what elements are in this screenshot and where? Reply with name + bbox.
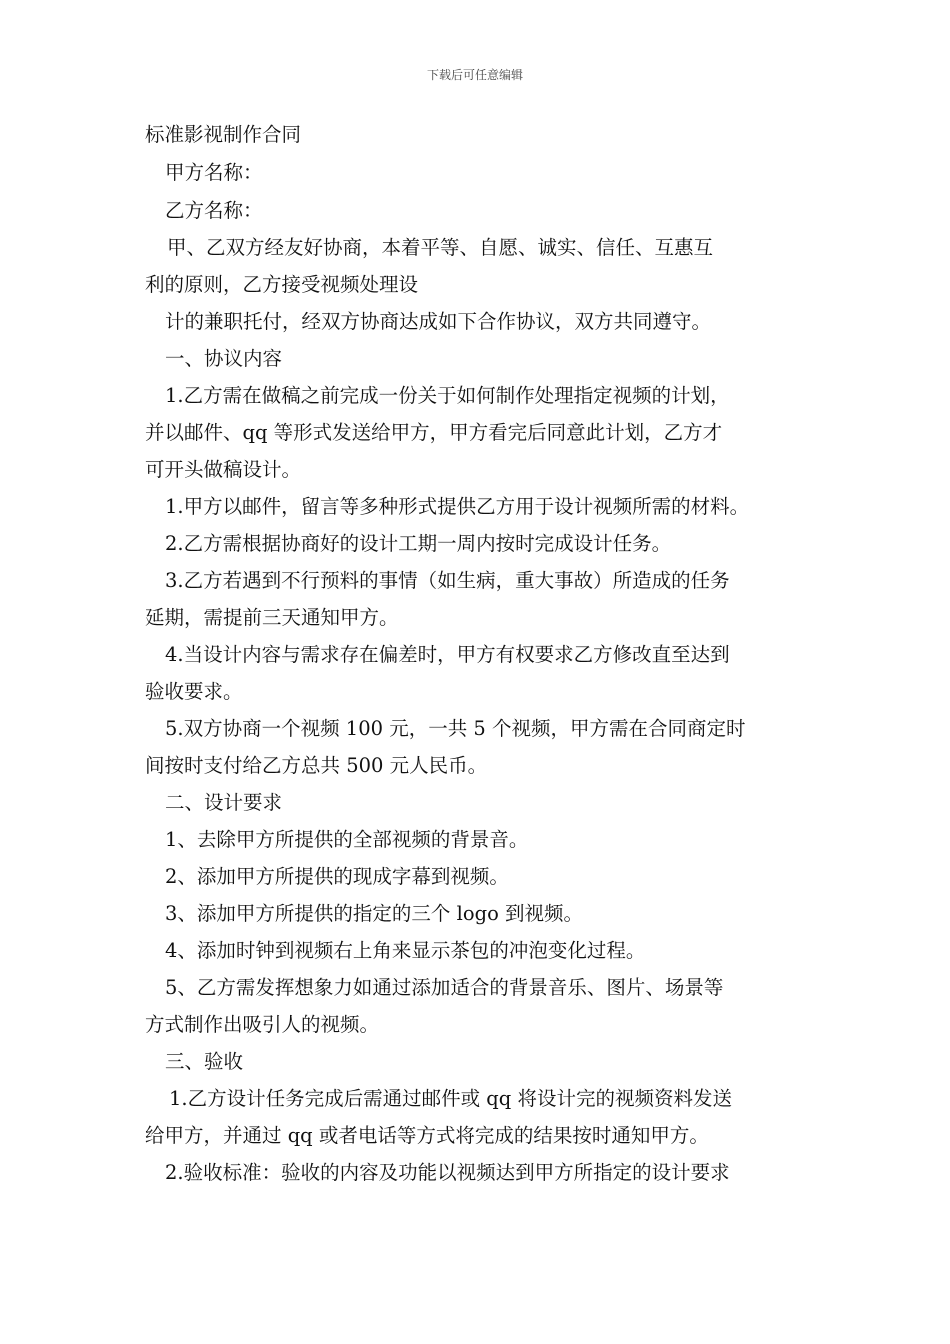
paragraph-line: 3.乙方若遇到不行预料的事情（如生病，重大事故）所造成的任务 [165, 569, 730, 592]
paragraph-line: 4、添加时钟到视频右上角来显示茶包的冲泡变化过程。 [165, 939, 646, 962]
party-b-name-line: 乙方名称： [165, 199, 263, 222]
paragraph-line: 3、添加甲方所提供的指定的三个 logo 到视频。 [165, 902, 584, 925]
paragraph-line: 2.验收标准：验收的内容及功能以视频达到甲方所指定的设计要求 [165, 1161, 730, 1184]
paragraph-line: 5、乙方需发挥想象力如通过添加适合的背景音乐、图片、场景等 [165, 976, 724, 999]
paragraph-line: 1、去除甲方所提供的全部视频的背景音。 [165, 828, 529, 851]
section-heading: 三、验收 [165, 1050, 244, 1073]
paragraph-line: 1.乙方设计任务完成后需通过邮件或 qq 将设计完的视频资料发送 [169, 1087, 732, 1110]
party-a-name-line: 甲方名称： [165, 161, 263, 184]
paragraph-line: 计的兼职托付，经双方协商达成如下合作协议，双方共同遵守。 [165, 310, 712, 333]
paragraph-line: 甲、乙双方经友好协商，本着平等、自愿、诚实、信任、互惠互 [167, 236, 714, 259]
paragraph-line: 给甲方，并通过 qq 或者电话等方式将完成的结果按时通知甲方。 [145, 1124, 709, 1147]
paragraph-line: 利的原则，乙方接受视频处理设 [145, 273, 419, 296]
header-note: 下载后可任意编辑 [426, 68, 523, 82]
paragraph-line: 2.乙方需根据协商好的设计工期一周内按时完成设计任务。 [165, 532, 672, 555]
paragraph-line: 1.甲方以邮件，留言等多种形式提供乙方用于设计视频所需的材料。 [165, 495, 750, 518]
section-heading: 二、设计要求 [165, 791, 283, 814]
section-heading: 一、协议内容 [165, 347, 283, 370]
paragraph-line: 可开头做稿设计。 [145, 458, 302, 481]
paragraph-line: 方式制作出吸引人的视频。 [145, 1013, 380, 1036]
paragraph-line: 2、添加甲方所提供的现成字幕到视频。 [165, 865, 509, 888]
document-title: 标准影视制作合同 [145, 123, 302, 146]
paragraph-line: 并以邮件、qq 等形式发送给甲方，甲方看完后同意此计划，乙方才 [145, 421, 723, 444]
paragraph-line: 4.当设计内容与需求存在偏差时，甲方有权要求乙方修改直至达到 [165, 643, 730, 666]
paragraph-line: 5.双方协商一个视频 100 元，一共 5 个视频，甲方需在合同商定时 [165, 717, 746, 740]
paragraph-line: 延期，需提前三天通知甲方。 [145, 606, 399, 629]
paragraph-line: 验收要求。 [145, 680, 243, 703]
paragraph-line: 间按时支付给乙方总共 500 元人民币。 [145, 754, 488, 777]
paragraph-line: 1.乙方需在做稿之前完成一份关于如何制作处理指定视频的计划， [165, 384, 730, 407]
